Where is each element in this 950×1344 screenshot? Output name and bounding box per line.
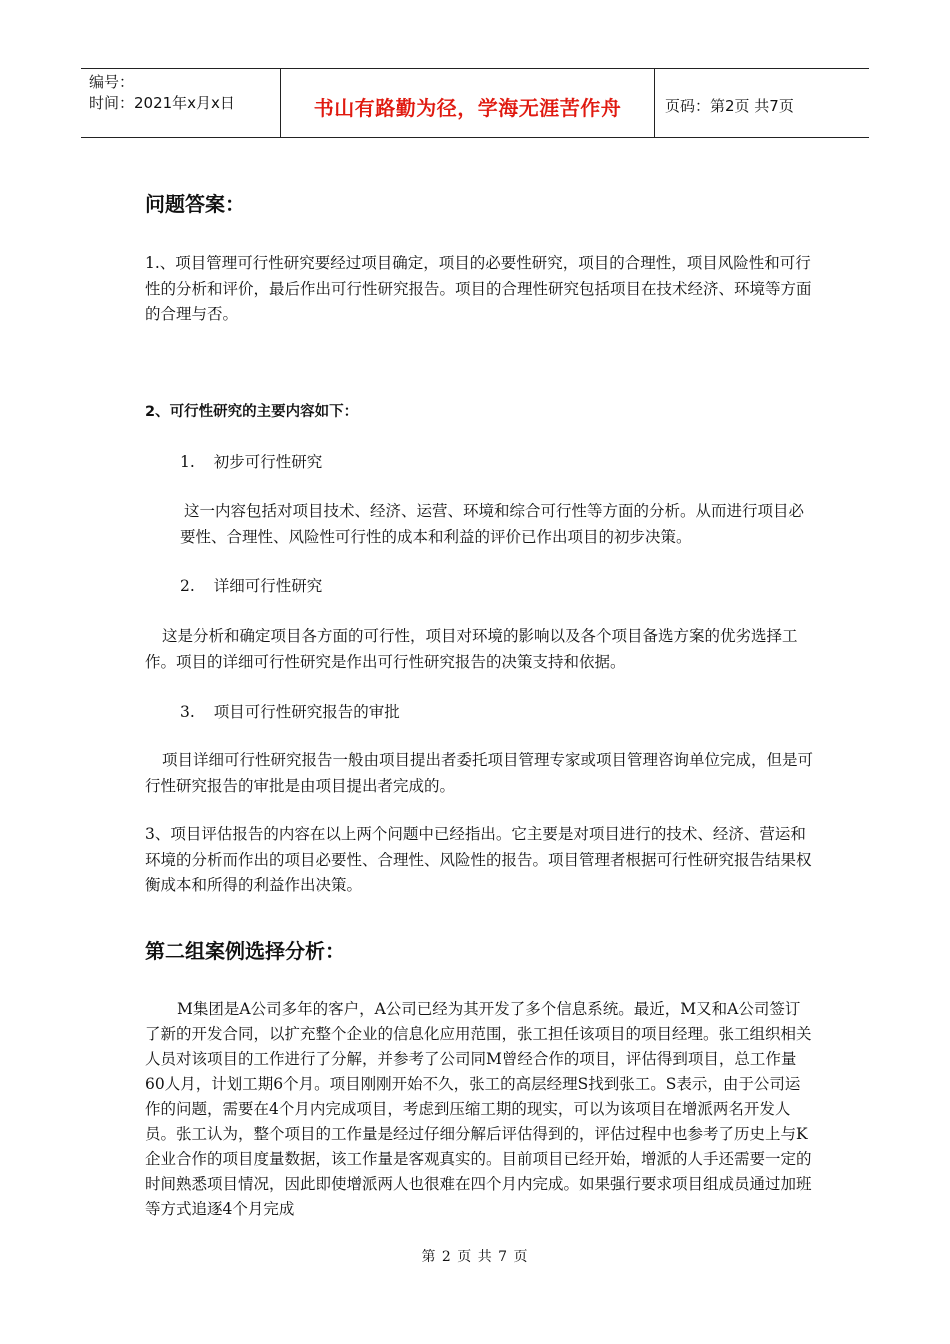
item-3-heading (180, 700, 400, 722)
item-3-number: 3. (180, 703, 195, 721)
item-1-desc: 这一内容包括对项目技术、经济、运营、环境和综合可行性等方面的分析。从而进行项目必要性、合理性、风险性可行性的成本和利益的评价已作出项目的初步决策。 (180, 502, 805, 546)
item-2-heading (180, 574, 322, 596)
page-footer: 第 2 页 共 7 页 (421, 1249, 529, 1265)
section-title-answers: 问题答案： (145, 192, 245, 216)
date-label: 时间：2021年x月x日 (89, 94, 235, 112)
item-1-heading (180, 450, 322, 472)
item-3-title: 项目可行性研究报告的审批 (213, 703, 400, 721)
section-title-case: 第二组案例选择分析： (145, 939, 345, 963)
page-header (81, 68, 869, 138)
header-meta (81, 69, 281, 137)
case-text: M集团是A公司多年的客户，A公司已经为其开发了多个信息系统。最近，M又和A公司签订了新的开发合同，以扩充整个企业的信息化应用范围，张工担任该项目的项目经理。张工组织相关人员对该项目的工作进行了分解，并参考了公司同M曾经合作的项目，评估得到项目，总工作量60人月，计划工期6个月。项目刚刚开始不久，张工的高层经理S找到张工。S表示，由于公司运作的问题，需要在4个月内完成项目，考虑到压缩工期的现实，可以为该项目在增派两名开发人员。张工认为，整个项目的工作量是经过仔细分解后评估得到的，评估过程中也参考了历史上与K企业合作的项目度量数据，该工作量是客观真实的。目前项目已经开始，增派的人手还需要一定的时间熟悉项目情况，因此即使增派两人也很难在四个月内完成。如果强行要求项目组成员通过加班等方式追逐4个月完成 (145, 1000, 812, 1218)
item-3-desc: 项目详细可行性研究报告一般由项目提出者委托项目管理专家或项目管理咨询单位完成，但是可行性研究报告的审批是由项目提出者完成的。 (145, 751, 814, 795)
item-2-number: 2. (180, 577, 195, 595)
item-1-title: 初步可行性研究 (213, 453, 323, 471)
answer-2-title: 2、可行性研究的主要内容如下： (145, 404, 359, 420)
number-label: 编号： (89, 73, 135, 91)
item-2-desc: 这是分析和确定项目各方面的可行性，项目对环境的影响以及各个项目备选方案的优劣选择工作。项目的详细可行性研究是作出可行性研究报告的决策支持和依据。 (145, 627, 798, 671)
header-page-code: 页码：第2页 共7页 (665, 96, 794, 115)
item-2-title: 详细可行性研究 (213, 577, 323, 595)
header-motto: 书山有路勤为径，学海无涯苦作舟 (281, 69, 655, 137)
answer-3: 3、项目评估报告的内容在以上两个问题中已经指出。它主要是对项目进行的技术、经济、营运和环境的分析而作出的项目必要性、合理性、风险性的报告。项目管理者根据可行性研究报告结果权衡成本和所得的利益作出决策。 (145, 825, 812, 894)
answer-1: 1.、项目管理可行性研究要经过项目确定，项目的必要性研究，项目的合理性，项目风险性和可行性的分析和评价，最后作出可行性研究报告。项目的合理性研究包括项目在技术经济、环境等方面的合理与否。 (145, 254, 812, 323)
item-1-number: 1. (180, 453, 195, 471)
